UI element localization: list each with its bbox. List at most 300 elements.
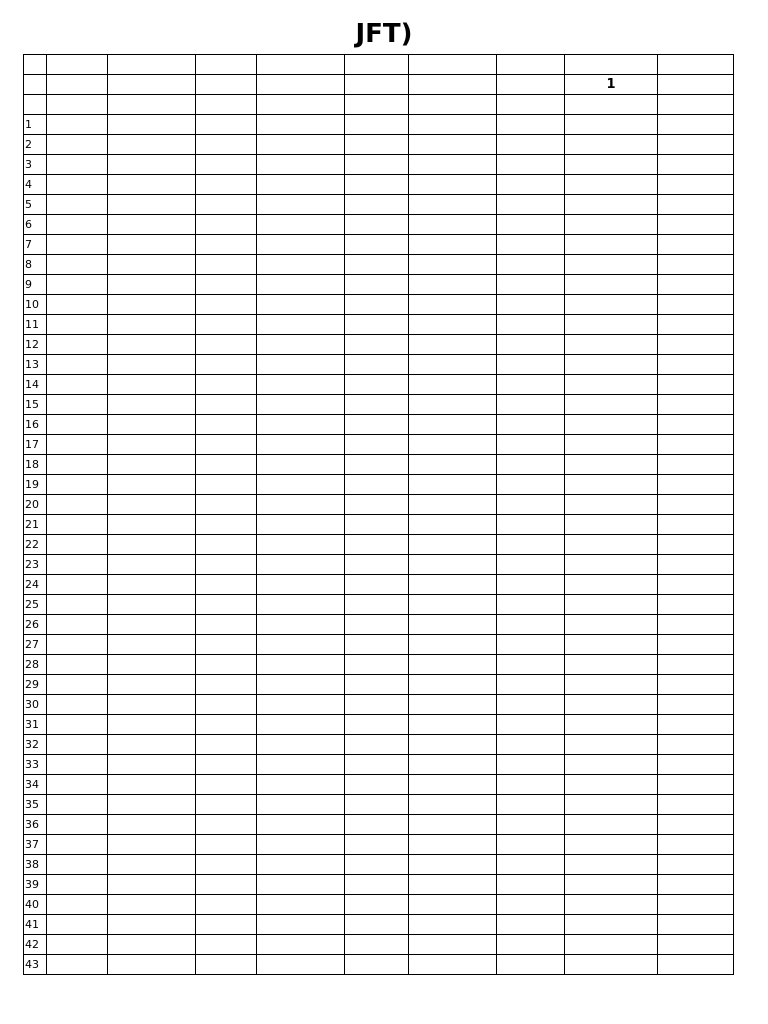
result-cell (565, 295, 658, 315)
table-row (24, 215, 734, 235)
student-name-cell (196, 555, 257, 575)
school-row (24, 55, 734, 75)
table-row (24, 515, 734, 535)
result-cell (565, 235, 658, 255)
student-name-cell (196, 775, 257, 795)
student-name-cell (497, 555, 565, 575)
student-name-cell (497, 355, 565, 375)
table-row (24, 235, 734, 255)
result-cell (409, 435, 497, 455)
student-name-cell (497, 815, 565, 835)
remark-cell (658, 835, 734, 855)
table-row (24, 595, 734, 615)
result-cell (257, 335, 345, 355)
group-header-1 (108, 75, 196, 95)
student-name-cell (345, 295, 409, 315)
student-name-cell (47, 875, 108, 895)
result-cell (565, 395, 658, 415)
result-cell (108, 635, 196, 655)
result-cell (409, 855, 497, 875)
student-name-cell (196, 715, 257, 735)
result-cell (565, 655, 658, 675)
student-name-cell (345, 215, 409, 235)
student-name-cell (497, 295, 565, 315)
student-name-cell (345, 355, 409, 375)
result-cell (565, 735, 658, 755)
remark-cell (658, 515, 734, 535)
student-name-cell (497, 575, 565, 595)
row-number: 19 (24, 475, 47, 495)
student-name-cell (196, 175, 257, 195)
result-cell (409, 835, 497, 855)
result-cell (565, 515, 658, 535)
student-name-cell (47, 155, 108, 175)
result-cell (409, 875, 497, 895)
result-cell (108, 575, 196, 595)
student-name-cell (345, 835, 409, 855)
result-cell (409, 515, 497, 535)
table-cell (345, 75, 409, 95)
student-name-cell (47, 755, 108, 775)
student-name-cell (196, 915, 257, 935)
student-name-cell (47, 635, 108, 655)
result-cell (409, 415, 497, 435)
remark-cell (658, 335, 734, 355)
student-name-cell (497, 515, 565, 535)
student-name-cell (345, 655, 409, 675)
result-cell (108, 715, 196, 735)
result-cell (565, 935, 658, 955)
result-cell (108, 195, 196, 215)
result-cell (565, 775, 658, 795)
table-row (24, 815, 734, 835)
result-cell (565, 795, 658, 815)
result-cell (409, 595, 497, 615)
student-name-cell (47, 695, 108, 715)
table-cell (565, 55, 658, 75)
student-name-cell (196, 735, 257, 755)
result-cell (257, 455, 345, 475)
row-number: 14 (24, 375, 47, 395)
student-name-cell (196, 275, 257, 295)
result-cell (108, 615, 196, 635)
table-row (24, 655, 734, 675)
student-name-cell (497, 835, 565, 855)
table-row (24, 755, 734, 775)
result-cell (565, 355, 658, 375)
result-cell (257, 135, 345, 155)
remark-cell (658, 295, 734, 315)
table-row (24, 915, 734, 935)
result-cell (108, 935, 196, 955)
student-name-cell (47, 895, 108, 915)
result-cell (565, 195, 658, 215)
table-cell (658, 75, 734, 95)
result-cell (565, 455, 658, 475)
result-cell (565, 155, 658, 175)
result-cell (409, 255, 497, 275)
result-cell (108, 515, 196, 535)
student-name-cell (497, 695, 565, 715)
student-name-cell (47, 195, 108, 215)
group-header-row (24, 75, 734, 95)
row-number: 42 (24, 935, 47, 955)
student-name-cell (497, 195, 565, 215)
result-cell (108, 355, 196, 375)
student-name-cell (47, 735, 108, 755)
student-name-cell (196, 835, 257, 855)
table-cell (409, 55, 497, 75)
remark-cell (658, 435, 734, 455)
result-cell (257, 835, 345, 855)
result-cell (108, 595, 196, 615)
remark-cell (658, 415, 734, 435)
result-cell (409, 615, 497, 635)
remark-cell (658, 395, 734, 415)
row-number: 9 (24, 275, 47, 295)
student-name-cell (497, 675, 565, 695)
student-name-cell (47, 915, 108, 935)
student-name-cell (47, 335, 108, 355)
student-name-cell (196, 415, 257, 435)
student-name-cell (497, 935, 565, 955)
student-name-cell (196, 195, 257, 215)
table-cell (24, 55, 47, 75)
student-name-cell (497, 735, 565, 755)
student-name-cell (345, 815, 409, 835)
remark-cell (658, 575, 734, 595)
result-cell (565, 895, 658, 915)
student-name-cell (47, 655, 108, 675)
row-number: 37 (24, 835, 47, 855)
table-cell (345, 55, 409, 75)
result-cell (565, 955, 658, 975)
row-number: 25 (24, 595, 47, 615)
student-name-cell (345, 635, 409, 655)
row-number: 29 (24, 675, 47, 695)
student-name-cell (345, 455, 409, 475)
result-cell (257, 495, 345, 515)
result-cell (565, 635, 658, 655)
student-name-cell (345, 395, 409, 415)
table-row (24, 475, 734, 495)
table-row (24, 355, 734, 375)
table-cell (497, 55, 565, 75)
result-cell (257, 795, 345, 815)
table-cell (257, 55, 345, 75)
result-cell (108, 915, 196, 935)
student-name-cell (497, 215, 565, 235)
table-row (24, 875, 734, 895)
student-name-cell (196, 755, 257, 775)
table-row (24, 175, 734, 195)
result-column-header (565, 95, 658, 115)
student-name-cell (196, 315, 257, 335)
table-row (24, 855, 734, 875)
row-number: 26 (24, 615, 47, 635)
row-number: 40 (24, 895, 47, 915)
result-cell (409, 895, 497, 915)
result-cell (409, 295, 497, 315)
student-name-cell (196, 515, 257, 535)
remark-cell (658, 115, 734, 135)
result-cell (565, 695, 658, 715)
student-name-cell (47, 575, 108, 595)
table-row (24, 435, 734, 455)
student-name-cell (47, 375, 108, 395)
result-cell (409, 315, 497, 335)
student-name-cell (497, 155, 565, 175)
result-cell (108, 475, 196, 495)
student-name-cell (497, 955, 565, 975)
result-cell (257, 435, 345, 455)
result-cell (257, 595, 345, 615)
remark-cell (658, 635, 734, 655)
result-cell (257, 755, 345, 775)
student-name-cell (47, 275, 108, 295)
result-cell (409, 475, 497, 495)
student-name-cell (47, 855, 108, 875)
result-cell (257, 275, 345, 295)
result-cell (409, 775, 497, 795)
student-name-cell (345, 255, 409, 275)
row-number: 41 (24, 915, 47, 935)
student-name-cell (47, 215, 108, 235)
table-cell (47, 75, 108, 95)
student-name-cell (196, 815, 257, 835)
result-cell (257, 875, 345, 895)
result-cell (108, 755, 196, 775)
student-name-cell (497, 335, 565, 355)
result-column-header (257, 95, 345, 115)
student-name-cell (345, 575, 409, 595)
result-cell (565, 755, 658, 775)
result-cell (565, 255, 658, 275)
student-name-cell (196, 455, 257, 475)
result-cell (108, 455, 196, 475)
row-number: 1 (24, 115, 47, 135)
remark-cell (658, 755, 734, 775)
student-name-cell (47, 935, 108, 955)
result-cell (409, 495, 497, 515)
result-cell (257, 635, 345, 655)
result-cell (108, 215, 196, 235)
student-name-cell (345, 475, 409, 495)
remark-cell (658, 535, 734, 555)
result-cell (108, 315, 196, 335)
student-name-cell (345, 595, 409, 615)
result-cell (257, 955, 345, 975)
result-cell (257, 915, 345, 935)
row-number: 43 (24, 955, 47, 975)
result-cell (409, 915, 497, 935)
result-cell (257, 535, 345, 555)
student-name-cell (47, 615, 108, 635)
table-row (24, 295, 734, 315)
student-name-cell (345, 175, 409, 195)
result-cell (108, 555, 196, 575)
table-cell (24, 95, 47, 115)
result-cell (108, 775, 196, 795)
table-row (24, 155, 734, 175)
remark-cell (658, 475, 734, 495)
result-cell (565, 495, 658, 515)
table-row (24, 495, 734, 515)
column-header-row (24, 95, 734, 115)
student-name-cell (47, 455, 108, 475)
table-row (24, 955, 734, 975)
result-cell (257, 475, 345, 495)
table-cell (196, 55, 257, 75)
row-number: 16 (24, 415, 47, 435)
student-name-cell (497, 175, 565, 195)
remark-cell (658, 495, 734, 515)
student-name-cell (345, 955, 409, 975)
table-row (24, 795, 734, 815)
result-cell (409, 695, 497, 715)
result-cell (565, 435, 658, 455)
student-name-cell (345, 755, 409, 775)
remark-cell (658, 855, 734, 875)
table-row (24, 395, 734, 415)
student-name-cell (47, 535, 108, 555)
student-name-cell (497, 755, 565, 775)
row-number: 36 (24, 815, 47, 835)
table-row (24, 935, 734, 955)
result-cell (409, 215, 497, 235)
student-name-cell (47, 315, 108, 335)
student-name-cell (497, 775, 565, 795)
row-number: 18 (24, 455, 47, 475)
remark-cell (658, 135, 734, 155)
row-number: 4 (24, 175, 47, 195)
student-name-cell (196, 435, 257, 455)
student-name-cell (196, 615, 257, 635)
result-cell (565, 375, 658, 395)
row-number: 34 (24, 775, 47, 795)
student-name-cell (497, 275, 565, 295)
remark-cell (658, 655, 734, 675)
result-cell (565, 615, 658, 635)
result-cell (409, 715, 497, 735)
student-name-cell (497, 535, 565, 555)
table-row (24, 415, 734, 435)
student-name-cell (497, 715, 565, 735)
student-name-cell (345, 315, 409, 335)
remark-cell (658, 715, 734, 735)
table-row (24, 375, 734, 395)
student-name-cell (47, 795, 108, 815)
name-column-header (345, 95, 409, 115)
student-name-cell (345, 675, 409, 695)
remark-cell (658, 215, 734, 235)
student-name-cell (47, 595, 108, 615)
result-cell (257, 395, 345, 415)
result-cell (409, 175, 497, 195)
group-header-2 (257, 75, 345, 95)
student-name-cell (47, 715, 108, 735)
remark-cell (658, 155, 734, 175)
row-number: 38 (24, 855, 47, 875)
student-name-cell (196, 575, 257, 595)
student-name-cell (196, 255, 257, 275)
remark-cell (658, 675, 734, 695)
student-name-cell (196, 375, 257, 395)
result-cell (108, 335, 196, 355)
result-cell (257, 775, 345, 795)
student-name-cell (47, 555, 108, 575)
student-name-cell (196, 115, 257, 135)
table-row (24, 135, 734, 155)
school-label (47, 55, 108, 75)
result-cell (409, 335, 497, 355)
group-header-3 (409, 75, 497, 95)
student-name-cell (345, 775, 409, 795)
result-cell (108, 535, 196, 555)
student-name-cell (497, 475, 565, 495)
remark-column-header (658, 95, 734, 115)
student-name-cell (47, 415, 108, 435)
result-cell (409, 195, 497, 215)
student-name-cell (47, 775, 108, 795)
student-name-cell (196, 895, 257, 915)
result-cell (565, 675, 658, 695)
student-name-cell (497, 255, 565, 275)
remark-cell (658, 355, 734, 375)
student-name-cell (345, 415, 409, 435)
student-name-cell (47, 355, 108, 375)
remark-cell (658, 255, 734, 275)
student-name-cell (345, 855, 409, 875)
result-cell (257, 215, 345, 235)
result-cell (108, 375, 196, 395)
result-cell (108, 695, 196, 715)
student-name-cell (345, 895, 409, 915)
table-row (24, 335, 734, 355)
student-name-cell (497, 315, 565, 335)
student-name-cell (345, 555, 409, 575)
student-name-cell (345, 935, 409, 955)
result-cell (108, 135, 196, 155)
row-number: 15 (24, 395, 47, 415)
student-name-cell (345, 155, 409, 175)
result-cell (409, 375, 497, 395)
table-row (24, 115, 734, 135)
remark-cell (658, 695, 734, 715)
student-name-cell (345, 195, 409, 215)
row-number: 24 (24, 575, 47, 595)
student-name-cell (196, 495, 257, 515)
row-number: 10 (24, 295, 47, 315)
result-cell (409, 655, 497, 675)
student-name-cell (497, 855, 565, 875)
result-cell (565, 815, 658, 835)
student-name-cell (497, 135, 565, 155)
student-name-cell (196, 355, 257, 375)
result-cell (409, 355, 497, 375)
table-row (24, 835, 734, 855)
remark-cell (658, 555, 734, 575)
result-cell (565, 855, 658, 875)
result-cell (257, 195, 345, 215)
student-name-cell (47, 675, 108, 695)
row-number: 31 (24, 715, 47, 735)
remark-cell (658, 875, 734, 895)
result-cell (108, 495, 196, 515)
student-name-cell (345, 515, 409, 535)
result-cell (108, 275, 196, 295)
remark-cell (658, 735, 734, 755)
